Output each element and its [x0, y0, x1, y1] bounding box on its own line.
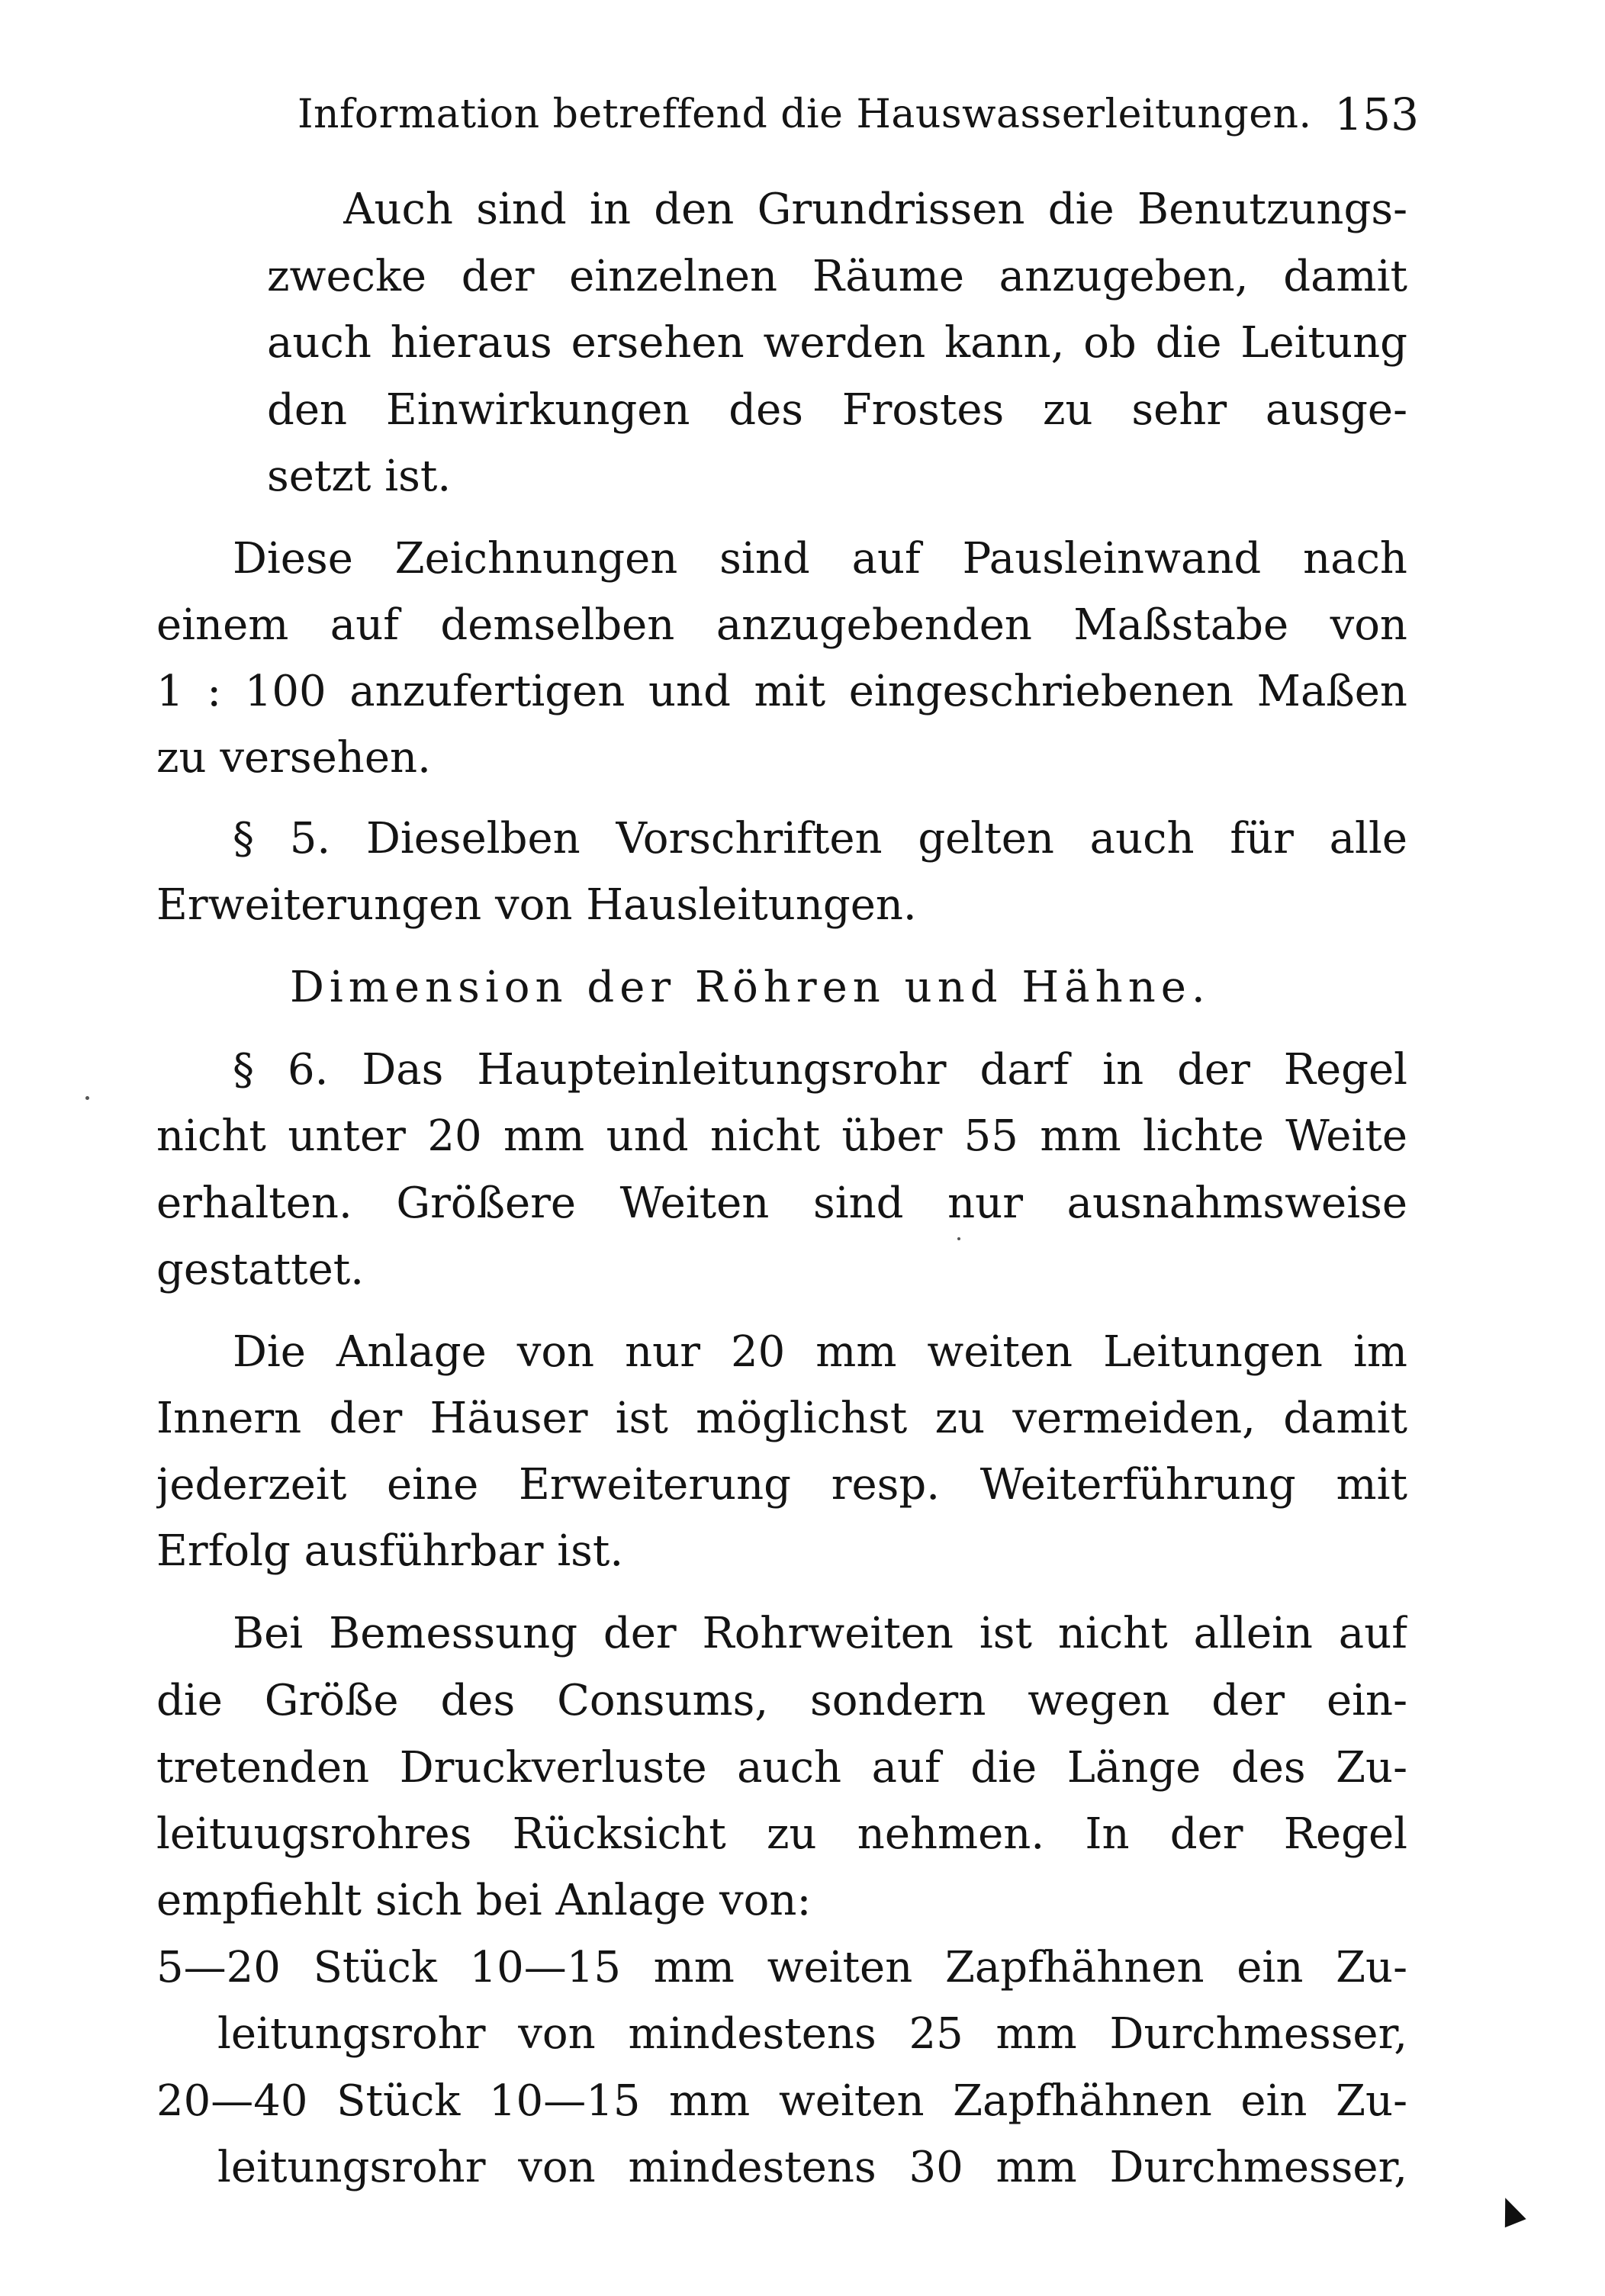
- corner-mark: [1494, 2194, 1526, 2228]
- text-line: Bei Bemessung der Rohrweiten ist nicht allein auf: [233, 1609, 1407, 1658]
- text-line: zu versehen.: [156, 733, 431, 783]
- text-line: Diese Zeichnungen sind auf Pausleinwand nach: [233, 534, 1407, 584]
- list-line: 20—40 Stück 10—15 mm weiten Zapfhähnen ein Zu-: [156, 2076, 1407, 2126]
- text-line: § 6. Das Haupteinleitungsrohr darf in der Regel: [233, 1045, 1407, 1095]
- text-line: Erfolg ausführbar ist.: [156, 1526, 624, 1576]
- text-line: empfiehlt sich bei Anlage von:: [156, 1876, 812, 1925]
- running-title: Information betreffend die Hauswasserleitungen.: [298, 92, 1312, 137]
- section-heading: Dimension der Röhren und Hähne.: [290, 963, 1211, 1012]
- text-line: erhalten. Größere Weiten sind nur ausnahmsweise: [156, 1179, 1407, 1228]
- text-line: § 5. Dieselben Vorschriften gelten auch für alle: [233, 814, 1407, 863]
- running-header: [298, 80, 1419, 149]
- text-line: jederzeit eine Erweiterung resp. Weiterführung mit: [156, 1460, 1407, 1510]
- text-line: nicht unter 20 mm und nicht über 55 mm lichte Weite: [156, 1111, 1407, 1161]
- text-line: Erweiterungen von Hausleitungen.: [156, 880, 917, 930]
- text-line: auch hieraus ersehen werden kann, ob die Leitung: [267, 318, 1407, 368]
- text-line: Innern der Häuser ist möglichst zu vermeiden, damit: [156, 1394, 1407, 1443]
- text-line: zwecke der einzelnen Räume anzugeben, damit: [267, 252, 1407, 301]
- text-line: den Einwirkungen des Frostes zu sehr ausge-: [267, 385, 1407, 435]
- text-line: tretenden Druckverluste auch auf die Länge des Zu-: [156, 1743, 1407, 1793]
- text-line: leituugsrohres Rücksicht zu nehmen. In der Regel: [156, 1809, 1407, 1859]
- list-line: leitungsrohr von mindestens 30 mm Durchmesser,: [217, 2143, 1407, 2192]
- text-line: die Größe des Consums, sondern wegen der ein-: [156, 1676, 1407, 1725]
- text-line: 1 : 100 anzufertigen und mit eingeschriebenen Maßen: [156, 667, 1407, 716]
- paper-speck: [85, 1096, 89, 1100]
- page-number: 153: [1334, 88, 1419, 140]
- paper-speck: [957, 1237, 960, 1240]
- list-line: leitungsrohr von mindestens 25 mm Durchmesser,: [217, 2009, 1407, 2059]
- text-line: setzt ist.: [267, 452, 452, 501]
- text-line: gestattet.: [156, 1245, 365, 1294]
- text-line: einem auf demselben anzugebenden Maßstabe von: [156, 600, 1407, 650]
- text-line: Auch sind in den Grundrissen die Benutzungs-: [343, 185, 1407, 234]
- list-line: 5—20 Stück 10—15 mm weiten Zapfhähnen ein Zu-: [156, 1943, 1407, 1992]
- text-line: Die Anlage von nur 20 mm weiten Leitungen im: [233, 1327, 1407, 1377]
